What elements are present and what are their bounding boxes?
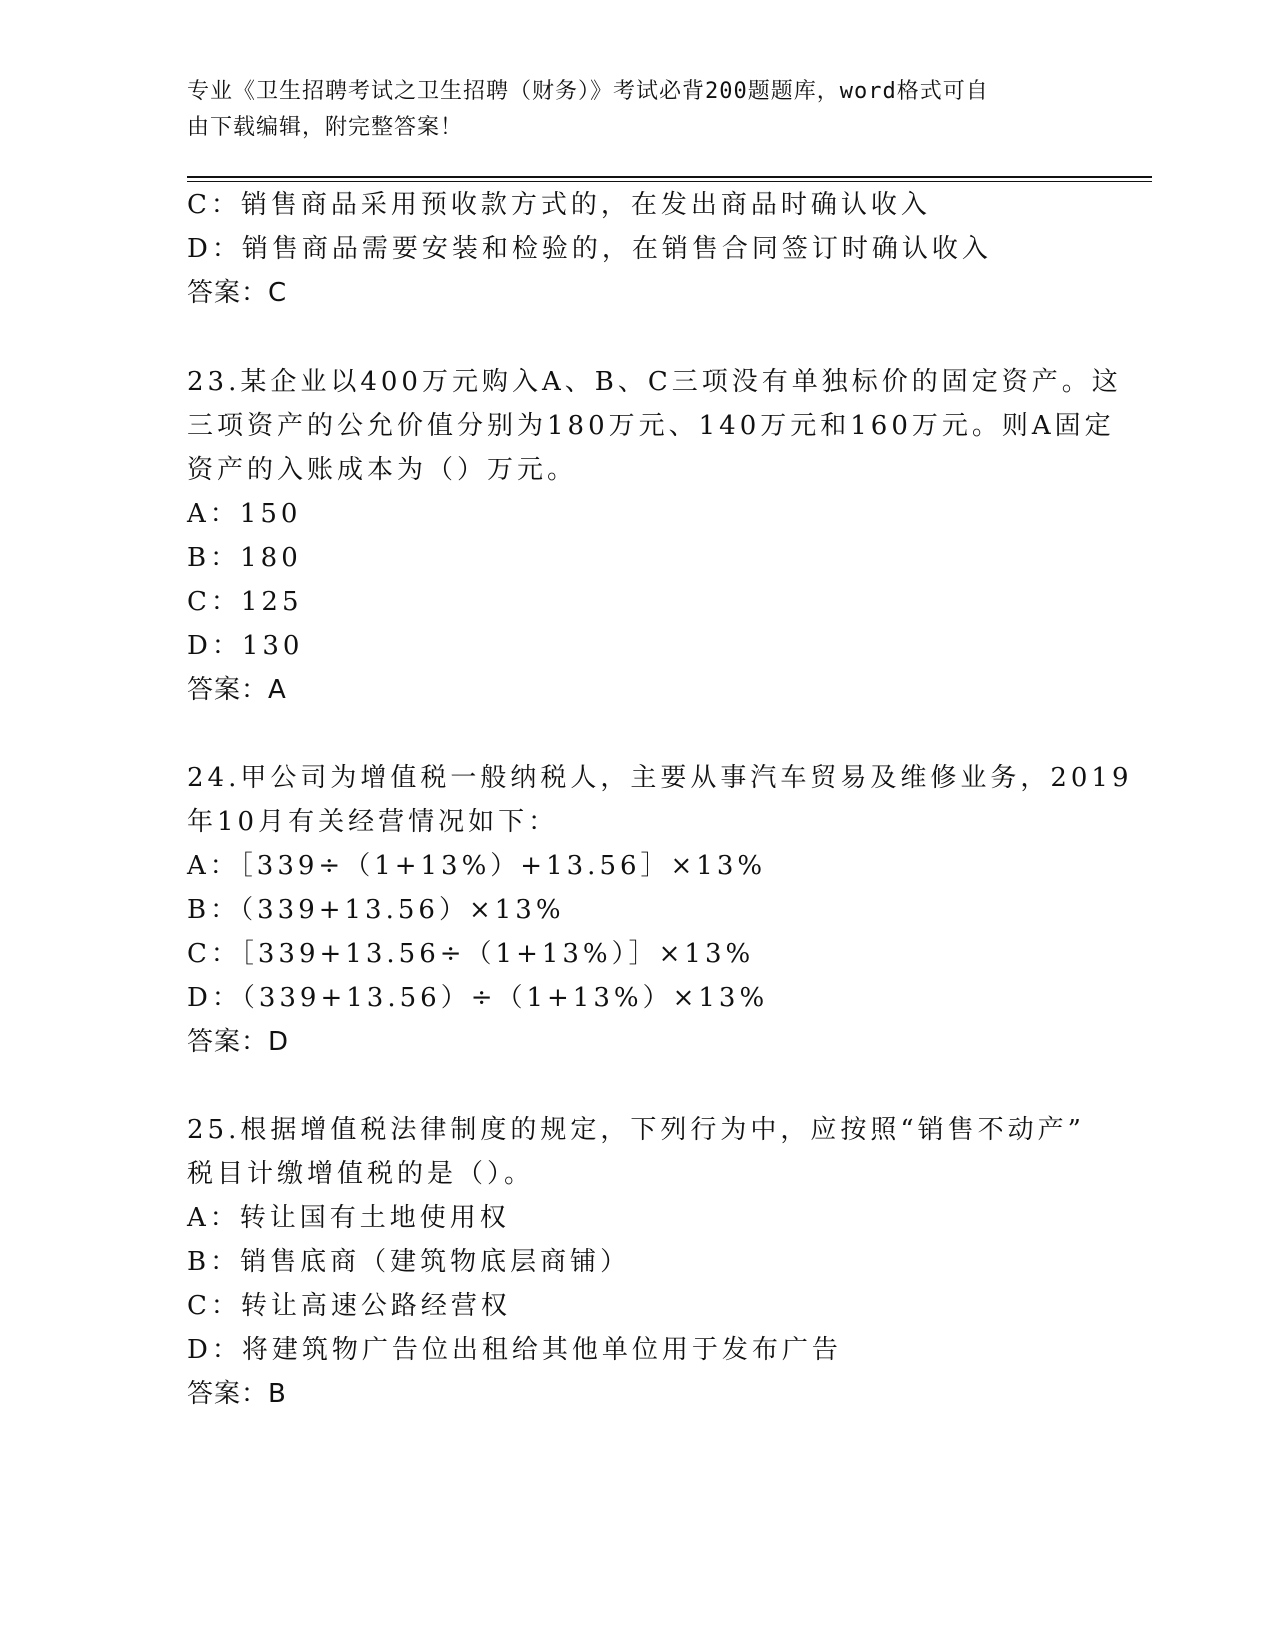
document-header [187, 74, 1067, 146]
q24-option-a: A：［339÷（1+13%）+13.56］×13% [187, 851, 767, 881]
q22-option-d: D：销售商品需要安装和检验的，在销售合同签订时确认收入 [187, 234, 992, 264]
q25-option-d: D：将建筑物广告位出租给其他单位用于发布广告 [187, 1335, 842, 1365]
header-line-2: 由下载编辑，附完整答案！ [187, 115, 464, 140]
q25-stem-line-2: 税目计缴增值税的是（）。 [187, 1159, 535, 1189]
q24-answer: 答案：D [187, 1027, 290, 1057]
q25-answer: 答案：B [187, 1379, 287, 1409]
q24-stem-line-2: 年10月有关经营情况如下： [187, 807, 559, 837]
q23-answer: 答案：A [187, 675, 287, 705]
q23-option-c: C：125 [187, 587, 303, 617]
q25-option-a: A：转让国有土地使用权 [187, 1203, 510, 1233]
q25-option-b: B：销售底商（建筑物底层商铺） [187, 1247, 631, 1277]
q23-stem-line-3: 资产的入账成本为（）万元。 [187, 455, 578, 485]
header-line-1: 专业《卫生招聘考试之卫生招聘（财务）》考试必背200题题库，word格式可自 [187, 79, 989, 104]
q23-stem-line-1: 23.某企业以400万元购入A、B、C三项没有单独标价的固定资产。这 [187, 367, 1122, 397]
q24-stem-line-1: 24.甲公司为增值税一般纳税人，主要从事汽车贸易及维修业务，2019 [187, 763, 1133, 793]
q23-option-b: B：180 [187, 543, 302, 573]
q24-option-c: C：［339+13.56÷（1+13%）］×13% [187, 939, 755, 969]
q24-option-b: B：（339+13.56）×13% [187, 895, 565, 925]
q23-option-a: A：150 [187, 499, 302, 529]
q25-option-c: C：转让高速公路经营权 [187, 1291, 511, 1321]
q22-option-c: C：销售商品采用预收款方式的，在发出商品时确认收入 [187, 190, 931, 220]
q23-option-d: D：130 [187, 631, 304, 661]
q25-stem-line-1: 25.根据增值税法律制度的规定，下列行为中，应按照“销售不动产” [187, 1115, 1085, 1145]
header-rule-thin [187, 181, 1152, 182]
q24-option-d: D：（339+13.56）÷（1+13%）×13% [187, 983, 769, 1013]
q22-answer: 答案：C [187, 278, 288, 308]
header-rule-thick [187, 176, 1152, 178]
q23-stem-line-2: 三项资产的公允价值分别为180万元、140万元和160万元。则A固定 [187, 411, 1115, 441]
